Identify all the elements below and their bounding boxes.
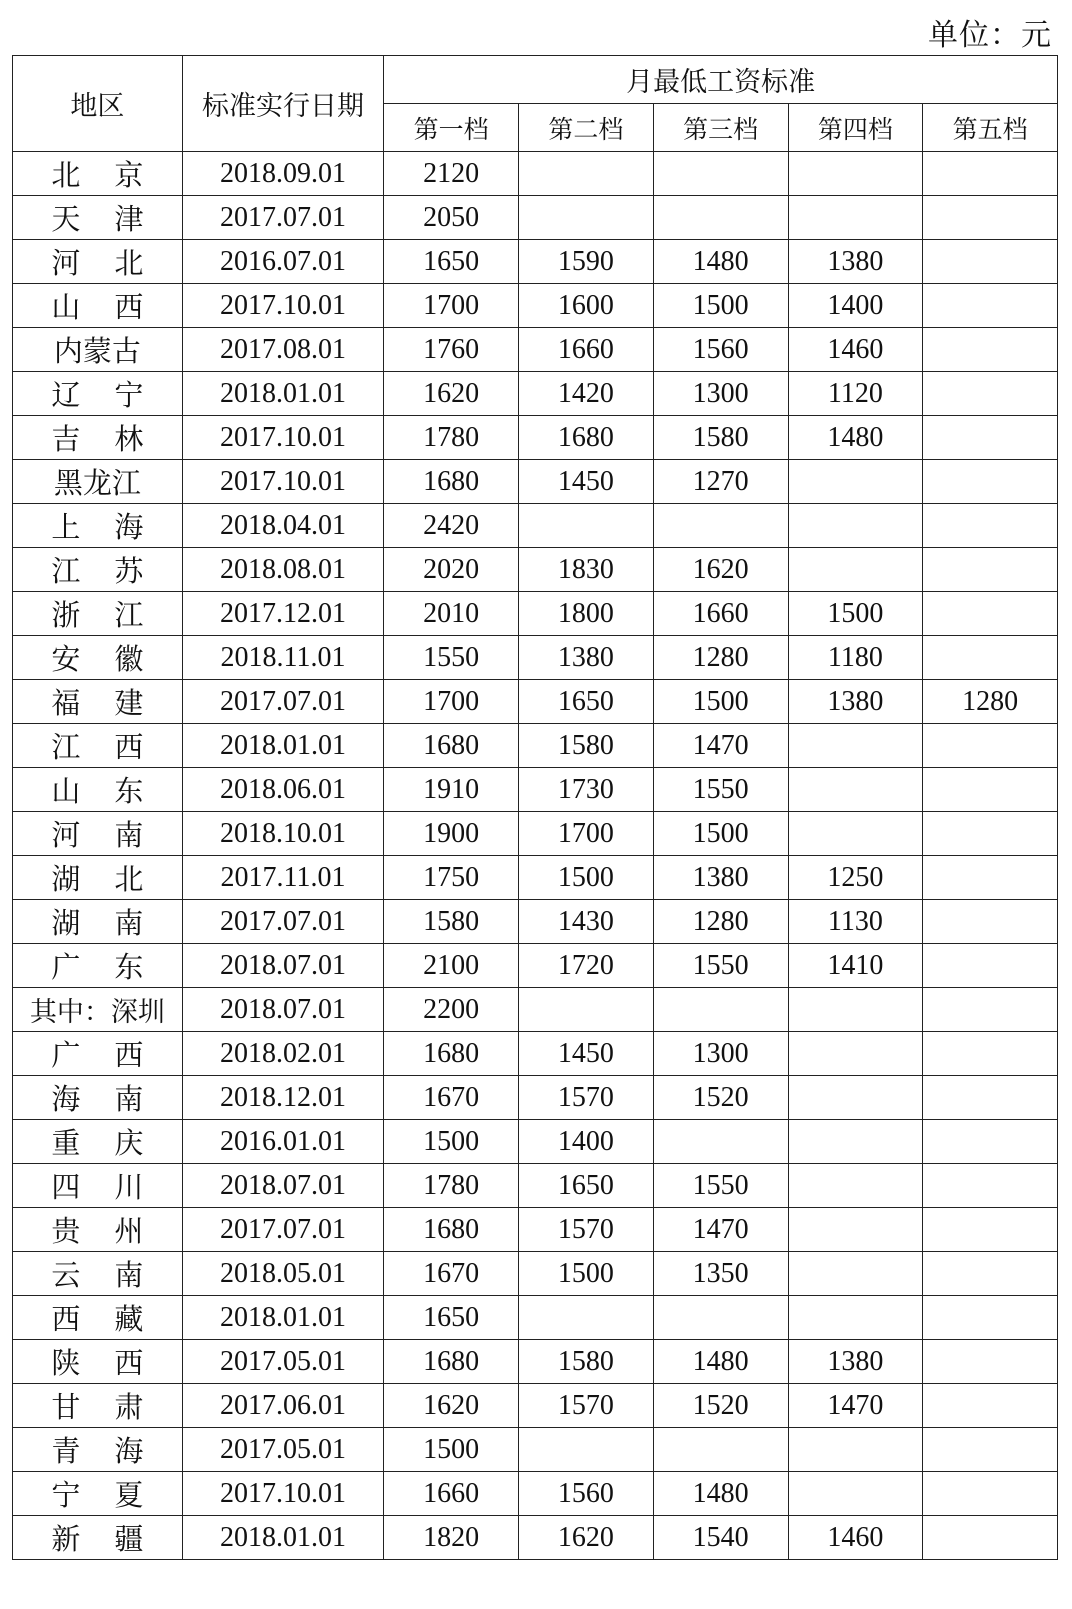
tier-5-cell	[923, 856, 1058, 900]
tier-3-cell: 1520	[653, 1076, 788, 1120]
tier-2-cell	[519, 152, 654, 196]
region-cell	[13, 196, 183, 240]
region-name: 黑龙江	[53, 466, 141, 500]
date-cell: 2018.12.01	[182, 1076, 384, 1120]
date-cell: 2017.10.01	[182, 460, 384, 504]
date-cell: 2017.06.01	[182, 1384, 384, 1428]
table-row	[13, 1472, 1058, 1516]
date-cell: 2018.09.01	[182, 152, 384, 196]
date-cell: 2017.10.01	[182, 1472, 384, 1516]
tier-1-cell: 1620	[384, 1384, 519, 1428]
tier-1-cell: 2100	[384, 944, 519, 988]
tier-3-cell: 1540	[653, 1516, 788, 1560]
region-name: 甘肃	[51, 1390, 144, 1424]
tier-4-cell	[788, 1208, 923, 1252]
tier-3-cell: 1550	[653, 1164, 788, 1208]
tier-5-cell	[923, 592, 1058, 636]
region-cell	[13, 1384, 183, 1428]
region-cell	[13, 988, 183, 1032]
tier-4-cell	[788, 1032, 923, 1076]
table-row	[13, 592, 1058, 636]
tier-4-cell: 1180	[788, 636, 923, 680]
region-cell	[13, 328, 183, 372]
date-cell: 2017.07.01	[182, 196, 384, 240]
tier-4-cell	[788, 196, 923, 240]
header-tier-5: 第五档	[923, 104, 1058, 152]
table-row	[13, 768, 1058, 812]
tier-5-cell	[923, 1120, 1058, 1164]
date-cell: 2018.10.01	[182, 812, 384, 856]
date-cell: 2018.08.01	[182, 548, 384, 592]
tier-3-cell	[653, 1428, 788, 1472]
region-cell	[13, 416, 183, 460]
tier-1-cell: 1700	[384, 284, 519, 328]
tier-1-cell: 2200	[384, 988, 519, 1032]
region-name: 浙江	[51, 598, 144, 632]
tier-5-cell	[923, 152, 1058, 196]
table-row	[13, 680, 1058, 724]
tier-5-cell	[923, 944, 1058, 988]
tier-1-cell: 1760	[384, 328, 519, 372]
region-cell	[13, 944, 183, 988]
region-name: 贵州	[51, 1214, 144, 1248]
tier-4-cell	[788, 1076, 923, 1120]
tier-3-cell	[653, 196, 788, 240]
tier-2-cell: 1730	[519, 768, 654, 812]
table-row	[13, 284, 1058, 328]
header-tier-1: 第一档	[384, 104, 519, 152]
date-cell: 2018.07.01	[182, 1164, 384, 1208]
tier-2-cell	[519, 988, 654, 1032]
tier-3-cell	[653, 504, 788, 548]
tier-4-cell: 1120	[788, 372, 923, 416]
tier-4-cell: 1130	[788, 900, 923, 944]
tier-2-cell: 1570	[519, 1208, 654, 1252]
region-cell	[13, 1164, 183, 1208]
region-name: 云南	[51, 1258, 144, 1292]
date-cell: 2018.01.01	[182, 1296, 384, 1340]
table-row	[13, 856, 1058, 900]
tier-3-cell: 1480	[653, 1340, 788, 1384]
tier-5-cell	[923, 1428, 1058, 1472]
region-name: 重庆	[51, 1126, 144, 1160]
table-row	[13, 944, 1058, 988]
date-cell: 2018.02.01	[182, 1032, 384, 1076]
unit-label: 单位：元	[928, 18, 1052, 53]
tier-1-cell: 1680	[384, 1208, 519, 1252]
tier-1-cell: 1680	[384, 460, 519, 504]
region-cell	[13, 900, 183, 944]
date-cell: 2018.07.01	[182, 988, 384, 1032]
header-tier-4: 第四档	[788, 104, 923, 152]
tier-2-cell: 1700	[519, 812, 654, 856]
table-row	[13, 1296, 1058, 1340]
region-name: 其中：深圳	[29, 997, 165, 1028]
tier-1-cell: 1660	[384, 1472, 519, 1516]
tier-4-cell	[788, 460, 923, 504]
header-group: 月最低工资标准	[384, 56, 1058, 104]
header-date: 标准实行日期	[182, 56, 384, 152]
tier-3-cell: 1470	[653, 1208, 788, 1252]
tier-1-cell: 2120	[384, 152, 519, 196]
region-cell	[13, 1428, 183, 1472]
region-name: 新疆	[51, 1522, 144, 1556]
region-cell	[13, 1296, 183, 1340]
tier-5-cell	[923, 196, 1058, 240]
tier-4-cell	[788, 504, 923, 548]
tier-2-cell: 1650	[519, 1164, 654, 1208]
region-name: 天津	[51, 202, 144, 236]
tier-1-cell: 1650	[384, 240, 519, 284]
tier-3-cell	[653, 1120, 788, 1164]
tier-2-cell: 1660	[519, 328, 654, 372]
region-name: 辽宁	[51, 378, 144, 412]
tier-3-cell: 1660	[653, 592, 788, 636]
tier-5-cell	[923, 504, 1058, 548]
tier-2-cell: 1560	[519, 1472, 654, 1516]
tier-3-cell: 1520	[653, 1384, 788, 1428]
region-name: 河北	[51, 246, 144, 280]
tier-4-cell: 1380	[788, 680, 923, 724]
tier-4-cell: 1460	[788, 1516, 923, 1560]
tier-5-cell	[923, 1252, 1058, 1296]
tier-5-cell	[923, 1472, 1058, 1516]
tier-1-cell: 1900	[384, 812, 519, 856]
date-cell: 2018.01.01	[182, 1516, 384, 1560]
tier-5-cell	[923, 284, 1058, 328]
region-name: 湖南	[51, 906, 144, 940]
tier-1-cell: 1910	[384, 768, 519, 812]
tier-4-cell: 1500	[788, 592, 923, 636]
tier-2-cell: 1430	[519, 900, 654, 944]
tier-1-cell: 1680	[384, 724, 519, 768]
region-name: 青海	[51, 1434, 144, 1468]
table-row	[13, 416, 1058, 460]
table-row	[13, 1076, 1058, 1120]
tier-1-cell: 2050	[384, 196, 519, 240]
tier-5-cell	[923, 768, 1058, 812]
tier-5-cell	[923, 1032, 1058, 1076]
region-cell	[13, 724, 183, 768]
tier-1-cell: 1750	[384, 856, 519, 900]
header-tier-3: 第三档	[653, 104, 788, 152]
table-row	[13, 1340, 1058, 1384]
table-row	[13, 1120, 1058, 1164]
tier-3-cell: 1470	[653, 724, 788, 768]
date-cell: 2017.07.01	[182, 900, 384, 944]
tier-1-cell: 1780	[384, 416, 519, 460]
table-row	[13, 1252, 1058, 1296]
date-cell: 2018.01.01	[182, 724, 384, 768]
tier-2-cell: 1830	[519, 548, 654, 592]
region-name: 湖北	[51, 862, 144, 896]
tier-5-cell	[923, 636, 1058, 680]
table-row	[13, 988, 1058, 1032]
region-cell	[13, 1076, 183, 1120]
tier-5-cell	[923, 1296, 1058, 1340]
date-cell: 2018.11.01	[182, 636, 384, 680]
region-cell	[13, 548, 183, 592]
date-cell: 2017.05.01	[182, 1428, 384, 1472]
region-cell	[13, 1032, 183, 1076]
tier-2-cell: 1570	[519, 1076, 654, 1120]
tier-1-cell: 2420	[384, 504, 519, 548]
tier-1-cell: 1580	[384, 900, 519, 944]
tier-5-cell	[923, 372, 1058, 416]
table-row	[13, 1516, 1058, 1560]
date-cell: 2017.07.01	[182, 1208, 384, 1252]
tier-4-cell: 1460	[788, 328, 923, 372]
date-cell: 2017.08.01	[182, 328, 384, 372]
tier-4-cell: 1250	[788, 856, 923, 900]
region-name: 上海	[51, 510, 144, 544]
tier-1-cell: 1700	[384, 680, 519, 724]
region-name: 陕西	[51, 1346, 144, 1380]
tier-4-cell: 1480	[788, 416, 923, 460]
tier-1-cell: 1820	[384, 1516, 519, 1560]
region-name: 海南	[51, 1082, 144, 1116]
tier-4-cell	[788, 152, 923, 196]
table-row	[13, 1032, 1058, 1076]
tier-2-cell	[519, 504, 654, 548]
tier-1-cell: 1680	[384, 1340, 519, 1384]
tier-5-cell	[923, 724, 1058, 768]
tier-4-cell	[788, 1120, 923, 1164]
tier-4-cell: 1380	[788, 240, 923, 284]
tier-2-cell: 1680	[519, 416, 654, 460]
tier-4-cell	[788, 1296, 923, 1340]
date-cell: 2018.05.01	[182, 1252, 384, 1296]
tier-5-cell	[923, 240, 1058, 284]
date-cell: 2018.04.01	[182, 504, 384, 548]
tier-2-cell: 1450	[519, 1032, 654, 1076]
tier-5-cell	[923, 460, 1058, 504]
region-name: 吉林	[51, 422, 144, 456]
table-row	[13, 1208, 1058, 1252]
tier-5-cell	[923, 1208, 1058, 1252]
region-name: 福建	[51, 686, 144, 720]
tier-4-cell: 1380	[788, 1340, 923, 1384]
table-row	[13, 504, 1058, 548]
tier-3-cell: 1500	[653, 812, 788, 856]
table-row	[13, 900, 1058, 944]
tier-4-cell	[788, 812, 923, 856]
date-cell: 2017.07.01	[182, 680, 384, 724]
tier-1-cell: 1500	[384, 1120, 519, 1164]
region-cell	[13, 504, 183, 548]
tier-4-cell	[788, 1472, 923, 1516]
tier-3-cell: 1480	[653, 1472, 788, 1516]
region-cell	[13, 240, 183, 284]
tier-2-cell: 1800	[519, 592, 654, 636]
tier-5-cell	[923, 1516, 1058, 1560]
region-name: 北京	[51, 158, 144, 192]
tier-3-cell: 1280	[653, 900, 788, 944]
tier-2-cell: 1380	[519, 636, 654, 680]
region-cell	[13, 1516, 183, 1560]
tier-3-cell	[653, 152, 788, 196]
tier-4-cell	[788, 1428, 923, 1472]
region-cell	[13, 1208, 183, 1252]
region-name: 内蒙古	[53, 334, 141, 368]
tier-3-cell: 1550	[653, 944, 788, 988]
region-cell	[13, 680, 183, 724]
region-cell	[13, 1120, 183, 1164]
tier-3-cell: 1500	[653, 284, 788, 328]
tier-5-cell	[923, 812, 1058, 856]
date-cell: 2018.01.01	[182, 372, 384, 416]
table-row	[13, 548, 1058, 592]
region-name: 山东	[51, 774, 144, 808]
region-name: 广西	[51, 1038, 144, 1072]
tier-3-cell: 1550	[653, 768, 788, 812]
tier-1-cell: 2010	[384, 592, 519, 636]
tier-4-cell	[788, 724, 923, 768]
region-cell	[13, 768, 183, 812]
tier-2-cell: 1590	[519, 240, 654, 284]
region-cell	[13, 372, 183, 416]
tier-2-cell: 1620	[519, 1516, 654, 1560]
tier-2-cell: 1580	[519, 1340, 654, 1384]
min-wage-table	[12, 55, 1058, 1560]
tier-1-cell: 1670	[384, 1252, 519, 1296]
tier-2-cell: 1570	[519, 1384, 654, 1428]
tier-3-cell: 1620	[653, 548, 788, 592]
tier-4-cell	[788, 1252, 923, 1296]
date-cell: 2016.07.01	[182, 240, 384, 284]
tier-5-cell: 1280	[923, 680, 1058, 724]
table-row	[13, 196, 1058, 240]
region-cell	[13, 1472, 183, 1516]
tier-5-cell	[923, 900, 1058, 944]
table-body	[13, 152, 1058, 1560]
date-cell: 2018.07.01	[182, 944, 384, 988]
tier-4-cell	[788, 768, 923, 812]
tier-3-cell	[653, 988, 788, 1032]
tier-5-cell	[923, 988, 1058, 1032]
date-cell: 2018.06.01	[182, 768, 384, 812]
tier-2-cell: 1420	[519, 372, 654, 416]
tier-3-cell: 1350	[653, 1252, 788, 1296]
tier-3-cell: 1500	[653, 680, 788, 724]
table-row	[13, 328, 1058, 372]
region-cell	[13, 1252, 183, 1296]
tier-2-cell	[519, 196, 654, 240]
tier-4-cell: 1470	[788, 1384, 923, 1428]
table-row	[13, 1164, 1058, 1208]
tier-3-cell: 1280	[653, 636, 788, 680]
tier-2-cell: 1650	[519, 680, 654, 724]
tier-5-cell	[923, 1384, 1058, 1428]
tier-4-cell	[788, 988, 923, 1032]
region-name: 广东	[51, 950, 144, 984]
tier-4-cell: 1400	[788, 284, 923, 328]
table-row	[13, 240, 1058, 284]
tier-5-cell	[923, 416, 1058, 460]
tier-2-cell: 1600	[519, 284, 654, 328]
region-cell	[13, 460, 183, 504]
table-row	[13, 812, 1058, 856]
tier-3-cell: 1560	[653, 328, 788, 372]
tier-2-cell	[519, 1296, 654, 1340]
tier-5-cell	[923, 328, 1058, 372]
region-name: 江苏	[51, 554, 144, 588]
tier-1-cell: 1670	[384, 1076, 519, 1120]
tier-3-cell: 1580	[653, 416, 788, 460]
date-cell: 2017.05.01	[182, 1340, 384, 1384]
tier-3-cell: 1380	[653, 856, 788, 900]
tier-2-cell: 1500	[519, 856, 654, 900]
tier-2-cell: 1400	[519, 1120, 654, 1164]
date-cell: 2017.12.01	[182, 592, 384, 636]
date-cell: 2016.01.01	[182, 1120, 384, 1164]
tier-3-cell: 1300	[653, 372, 788, 416]
tier-3-cell: 1300	[653, 1032, 788, 1076]
table-row	[13, 724, 1058, 768]
date-cell: 2017.11.01	[182, 856, 384, 900]
tier-1-cell: 2020	[384, 548, 519, 592]
region-cell	[13, 636, 183, 680]
table-row	[13, 636, 1058, 680]
table-row	[13, 152, 1058, 196]
region-cell	[13, 592, 183, 636]
tier-2-cell: 1720	[519, 944, 654, 988]
tier-2-cell	[519, 1428, 654, 1472]
date-cell: 2017.10.01	[182, 284, 384, 328]
tier-2-cell: 1500	[519, 1252, 654, 1296]
tier-5-cell	[923, 1340, 1058, 1384]
date-cell: 2017.10.01	[182, 416, 384, 460]
tier-3-cell	[653, 1296, 788, 1340]
region-cell	[13, 152, 183, 196]
region-cell	[13, 1340, 183, 1384]
tier-1-cell: 1550	[384, 636, 519, 680]
region-name: 河南	[51, 818, 144, 852]
tier-4-cell	[788, 1164, 923, 1208]
tier-2-cell: 1450	[519, 460, 654, 504]
region-name: 安徽	[51, 642, 144, 676]
table-row	[13, 372, 1058, 416]
tier-1-cell: 1650	[384, 1296, 519, 1340]
table-row	[13, 1384, 1058, 1428]
table-row	[13, 460, 1058, 504]
tier-1-cell: 1780	[384, 1164, 519, 1208]
region-name: 四川	[51, 1170, 144, 1204]
table-row	[13, 1428, 1058, 1472]
tier-5-cell	[923, 1076, 1058, 1120]
tier-3-cell: 1480	[653, 240, 788, 284]
region-cell	[13, 284, 183, 328]
tier-1-cell: 1500	[384, 1428, 519, 1472]
region-name: 宁夏	[51, 1478, 144, 1512]
header-tier-2: 第二档	[519, 104, 654, 152]
region-name: 江西	[51, 730, 144, 764]
tier-1-cell: 1620	[384, 372, 519, 416]
region-name: 山西	[51, 290, 144, 324]
tier-5-cell	[923, 1164, 1058, 1208]
region-name: 西藏	[51, 1302, 144, 1336]
region-cell	[13, 812, 183, 856]
tier-3-cell: 1270	[653, 460, 788, 504]
tier-5-cell	[923, 548, 1058, 592]
region-cell	[13, 856, 183, 900]
header-region: 地区	[13, 56, 183, 152]
tier-4-cell: 1410	[788, 944, 923, 988]
tier-2-cell: 1580	[519, 724, 654, 768]
tier-4-cell	[788, 548, 923, 592]
tier-1-cell: 1680	[384, 1032, 519, 1076]
